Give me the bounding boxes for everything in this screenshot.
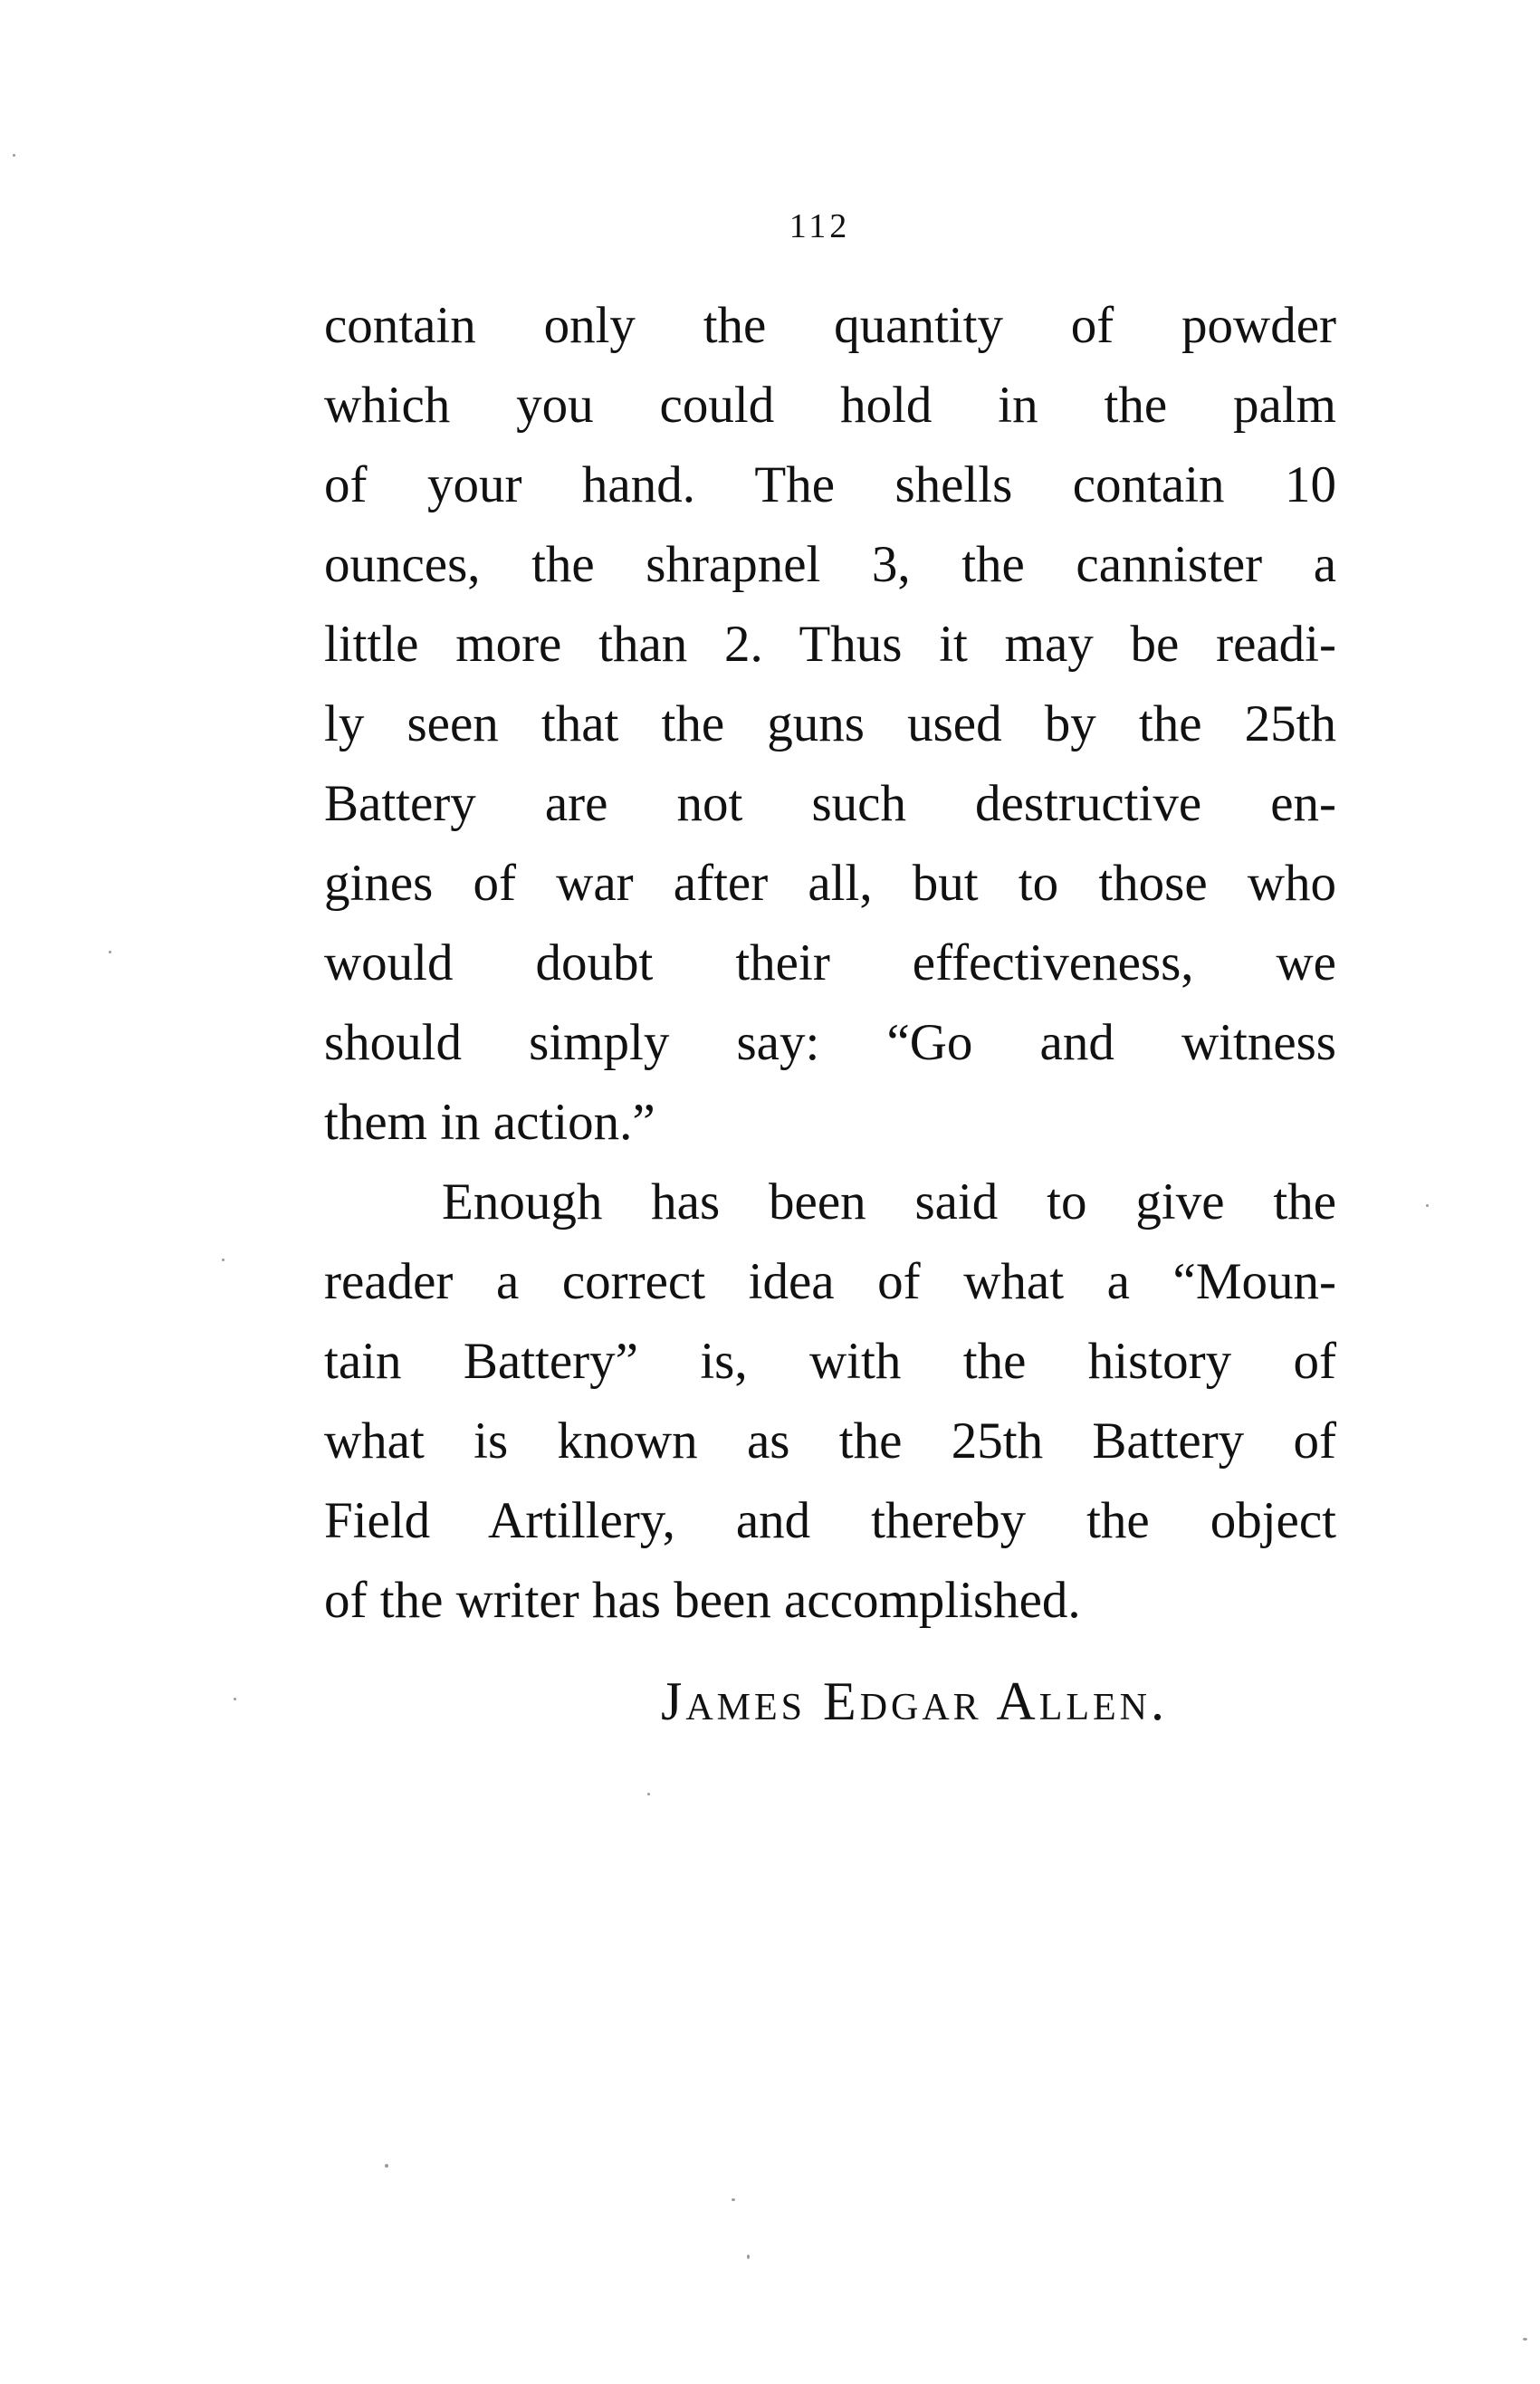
author-signature: James Edgar Allen. (661, 1671, 1169, 1731)
text-line: of your hand. The shells contain 10 (324, 456, 1336, 513)
paragraph-1 (324, 286, 1336, 1163)
text-line: ounces, the shrapnel 3, the cannister a (324, 536, 1336, 593)
paper-speck (747, 2255, 750, 2259)
paper-speck (234, 1698, 236, 1700)
text-line: of the writer has been accomplished. (324, 1572, 1081, 1629)
text-line: contain only the quantity of powder (324, 297, 1336, 354)
paper-speck (222, 1259, 225, 1261)
text-line: ly seen that the guns used by the 25th (324, 695, 1336, 752)
paper-speck (732, 2198, 735, 2201)
paper-speck (385, 2164, 388, 2168)
paper-speck (647, 1793, 650, 1795)
text-line: what is known as the 25th Battery of (324, 1412, 1336, 1470)
text-line: Field Artillery, and thereby the object (324, 1492, 1336, 1549)
paper-speck (1523, 2338, 1527, 2341)
text-line: them in action.” (324, 1094, 655, 1151)
text-line: Battery are not such destructive en- (324, 775, 1336, 832)
text-line: should simply say: “Go and witness (324, 1014, 1336, 1071)
paper-speck (1426, 1204, 1429, 1207)
text-line: which you could hold in the palm (324, 377, 1336, 434)
paper-speck (13, 154, 15, 157)
text-line: gines of war after all, but to those who (324, 855, 1336, 912)
paper-speck (109, 951, 111, 953)
text-line: Enough has been said to give the (442, 1173, 1336, 1230)
text-line: reader a correct idea of what a “Moun- (324, 1253, 1336, 1310)
page-number: 112 (789, 207, 851, 245)
paragraph-2 (324, 1163, 1336, 1641)
text-line: tain Battery” is, with the history of (324, 1333, 1336, 1390)
text-line: would doubt their effectiveness, we (324, 934, 1336, 991)
text-line: little more than 2. Thus it may be readi- (324, 616, 1336, 673)
body-text (324, 286, 1336, 1641)
